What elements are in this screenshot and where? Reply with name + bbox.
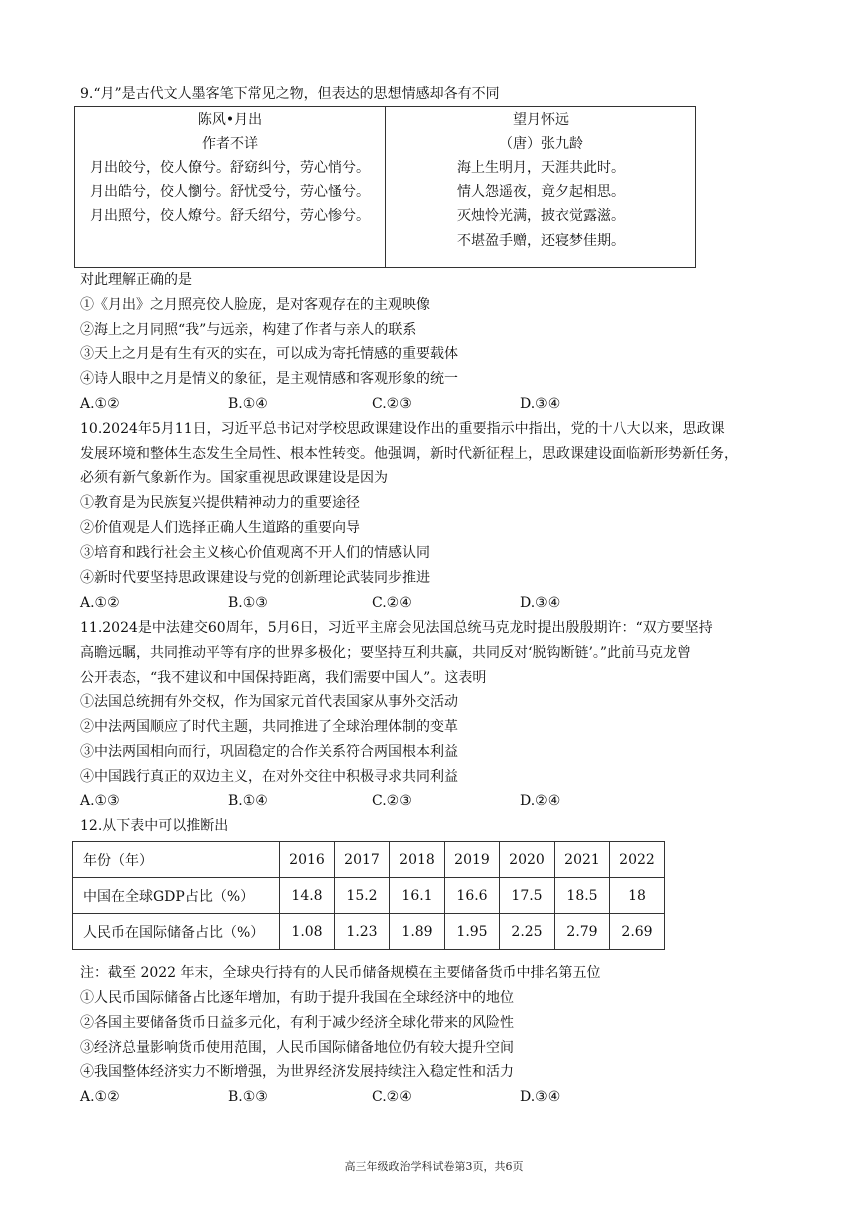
table-header-label: 年份（年）: [73, 842, 280, 878]
q12-item: ③经济总量影响货币使用范围，人民币国际储备地位仍有较大提升空间: [80, 1040, 514, 1056]
table-cell: 15.2: [335, 878, 390, 914]
option-a: A.①②: [80, 595, 120, 611]
table-cell: 2.69: [610, 914, 665, 950]
option-d: D.②④: [520, 793, 561, 809]
option-b: B.①④: [228, 396, 268, 412]
q9-stem: 9.“月”是古代文人墨客笔下常见之物，但表达的思想情感却各有不同: [80, 86, 500, 102]
table-cell: 1.23: [335, 914, 390, 950]
table-header-year: 2021: [555, 842, 610, 878]
table-cell: 18.5: [555, 878, 610, 914]
q9-prompt: 对此理解正确的是: [80, 272, 192, 288]
poem1-line: 月出皓兮，佼人懰兮。舒忧受兮，劳心慅兮。: [90, 184, 370, 200]
table-cell: 18: [610, 878, 665, 914]
poem2-line: 不堪盈手赠，还寝梦佳期。: [457, 233, 625, 249]
poem2-line: 情人怨遥夜，竟夕起相思。: [457, 184, 625, 200]
poem2-line: 灭烛怜光满，披衣觉露滋。: [457, 208, 625, 224]
q9-item: ③天上之月是有生有灭的实在，可以成为寄托情感的重要载体: [80, 346, 458, 362]
table-row: [73, 878, 665, 914]
option-c: C.②③: [372, 396, 412, 412]
q11-item: ③中法两国相向而行，巩固稳定的合作关系符合两国根本利益: [80, 744, 458, 760]
option-c: C.②③: [372, 793, 412, 809]
q10-item: ③培育和践行社会主义核心价值观离不开人们的情感认同: [80, 545, 430, 561]
q12-note: 注：截至 2022 年末，全球央行持有的人民币储备规模在主要储备货币中排名第五位: [80, 965, 601, 981]
poem1-title: 陈风•月出: [197, 112, 263, 128]
option-c: C.②④: [372, 595, 412, 611]
poem2-title: 望月怀远: [513, 112, 569, 128]
table-cell: 1.95: [445, 914, 500, 950]
table-cell: 16.6: [445, 878, 500, 914]
q10-item: ④新时代要坚持思政课建设与党的创新理论武装同步推进: [80, 570, 430, 586]
table-row-label: 人民币在国际储备占比（%）: [73, 914, 280, 950]
table-cell: 17.5: [500, 878, 555, 914]
poem1-author: 作者不详: [202, 136, 258, 152]
q9-item: ④诗人眼中之月是情义的象征，是主观情感和客观形象的统一: [80, 371, 458, 387]
poem1-line: 月出照兮，佼人燎兮。舒夭绍兮，劳心惨兮。: [90, 208, 370, 224]
q12-item: ②各国主要储备货币日益多元化，有利于减少经济全球化带来的风险性: [80, 1015, 514, 1031]
option-a: A.①③: [80, 793, 120, 809]
q9-item: ①《月出》之月照亮佼人脸庞，是对客观存在的主观映像: [80, 297, 430, 313]
table-header-year: 2016: [280, 842, 335, 878]
table-header-year: 2018: [390, 842, 445, 878]
q10-stem-line: 必须有新气象新作为。国家重视思政课建设是因为: [80, 470, 388, 486]
page-footer: 高三年级政治学科试卷第3页，共6页: [344, 1160, 524, 1173]
option-b: B.①③: [228, 595, 268, 611]
q11-item: ④中国践行真正的双边主义，在对外交往中积极寻求共同利益: [80, 769, 458, 785]
table-cell: 1.08: [280, 914, 335, 950]
poem2-line: 海上生明月，天涯共此时。: [457, 160, 625, 176]
q11-stem-line: 11.2024是中法建交60周年，5月6日，习近平主席会见法国总统马克龙时提出殷殷期许：“双方要坚持: [80, 620, 713, 636]
option-b: B.①③: [228, 1089, 268, 1105]
q10-stem-line: 发展环境和整体生态发生全局性、根本性转变。他强调，新时代新征程上，思政课建设面临新形势新任务，: [80, 446, 738, 462]
q11-options: [80, 791, 680, 811]
option-a: A.①②: [80, 396, 120, 412]
poem-table: [74, 106, 696, 268]
q11-stem-line: 高瞻远瞩，共同推动平等有序的世界多极化；要坚持互利共赢，共同反对‘脱钩断链’。”此前马克龙曾: [80, 645, 692, 661]
q12-stem: 12.从下表中可以推断出: [80, 818, 229, 834]
table-cell: 2.79: [555, 914, 610, 950]
q10-item: ②价值观是人们选择正确人生道路的重要向导: [80, 520, 360, 536]
option-d: D.③④: [520, 595, 561, 611]
table-header-row: [73, 842, 665, 878]
q9-options: [80, 394, 680, 414]
option-b: B.①④: [228, 793, 268, 809]
q12-options: [80, 1087, 680, 1107]
q10-options: [80, 593, 680, 613]
q10-item: ①教育是为民族复兴提供精神动力的重要途径: [80, 495, 360, 511]
q11-stem-line: 公开表态，“我不建议和中国保持距离，我们需要中国人”。这表明: [80, 670, 487, 686]
poem2-column: [386, 107, 696, 267]
table-header-year: 2022: [610, 842, 665, 878]
q11-item: ②中法两国顺应了时代主题，共同推进了全球治理体制的变革: [80, 719, 458, 735]
table-header-year: 2019: [445, 842, 500, 878]
q11-item: ①法国总统拥有外交权，作为国家元首代表国家从事外交活动: [80, 694, 458, 710]
q12-item: ①人民币国际储备占比逐年增加，有助于提升我国在全球经济中的地位: [80, 990, 514, 1006]
table-cell: 2.25: [500, 914, 555, 950]
table-cell: 14.8: [280, 878, 335, 914]
table-row-label: 中国在全球GDP占比（%）: [73, 878, 280, 914]
table-row: [73, 914, 665, 950]
option-c: C.②④: [372, 1089, 412, 1105]
poem1-column: [75, 107, 385, 267]
q12-item: ④我国整体经济实力不断增强，为世界经济发展持续注入稳定性和活力: [80, 1064, 514, 1080]
q10-stem-line: 10.2024年5月11日，习近平总书记对学校思政课建设作出的重要指示中指出，党的十八大以来，思政课: [80, 421, 725, 437]
table-cell: 1.89: [390, 914, 445, 950]
poem1-line: 月出皎兮，佼人僚兮。舒窈纠兮，劳心悄兮。: [90, 160, 370, 176]
option-d: D.③④: [520, 396, 561, 412]
table-cell: 16.1: [390, 878, 445, 914]
option-a: A.①②: [80, 1089, 120, 1105]
q9-item: ②海上之月同照“我”与远亲，构建了作者与亲人的联系: [80, 322, 417, 338]
data-table: [72, 841, 665, 950]
table-header-year: 2020: [500, 842, 555, 878]
poem2-author: （唐）张九龄: [499, 136, 583, 152]
table-header-year: 2017: [335, 842, 390, 878]
option-d: D.③④: [520, 1089, 561, 1105]
